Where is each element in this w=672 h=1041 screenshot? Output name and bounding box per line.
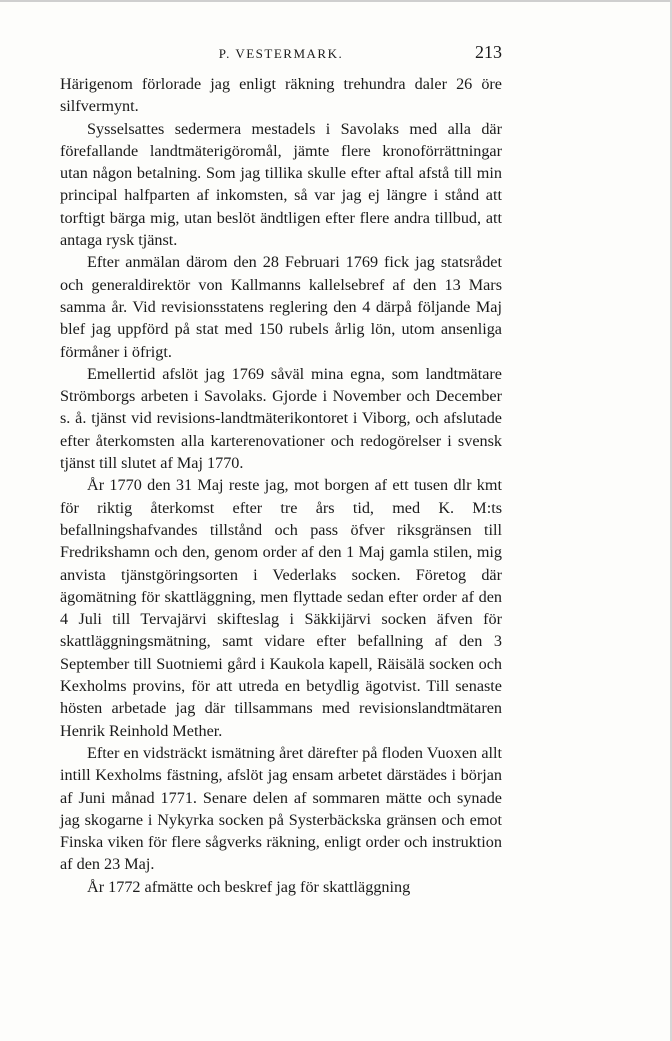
page-number: 213 [475,42,502,62]
running-head: P. VESTERMARK. [218,46,344,61]
page-top-edge [0,0,672,2]
body-text [60,73,502,898]
paragraph: Efter anmälan därom den 28 Februari 1769 fick jag statsrådet och generaldirektör von Kallmanns kallelsebref af den 13 Mars samma år. Vid revisionsstatens reglering den 4 därpå följande Maj blef jag uppförd på stat med 150 rubels årlig lön, utom ansenliga förmåner i öfrigt. [60,253,502,361]
paragraph: År 1772 afmätte och beskref jag för skattläggning [87,877,411,896]
paragraph: Härigenom förlorade jag enligt räkning trehundra daler 26 öre silfvermynt. [60,75,502,116]
paragraph: Emellertid afslöt jag 1769 såväl mina egna, som landtmätare Strömborgs arbeten i Savolaks. Gjorde i November och December s. å. tjänst vid revisions-landtmäterikontoret i Viborg, och afslutade efter återkomsten alla karterenovationer och redogörelser i svensk tjänst till slutet af Maj 1770. [60,364,502,473]
paragraph: Sysselsattes sedermera mestadels i Savolaks med alla där förefallande landtmäterigöromål, jämte flere kronoförrättningar utan någon betalning. Som jag tillika skulle efter aftal afstå till min principal halfparten af inkomsten, så var jag ej längre i stånd att torftigt bärga mig, utan beslöt ändtligen efter flere andra tillbud, att antaga rysk tjänst. [60,119,502,250]
page-header [60,42,502,64]
paragraph: Efter en vidsträckt ismätning året därefter på floden Vuoxen allt intill Kexholms fästning, afslöt jag ensam arbetet därstädes i början af Juni månad 1771. Senare delen af sommaren mätte och synade jag skogarne i Nykyrka socken på Systerbäckska gränsen och emot Finska viken för flere sågverks räkning, enligt order och instruktion af den 23 Maj. [60,743,502,874]
paragraph: År 1770 den 31 Maj reste jag, mot borgen af ett tusen dlr kmt för riktig återkomst efter tre års tid, med K. M:ts befallningshafvandes tillstånd och pass öfver riksgränsen till Fredrikshamn och den, genom order af den 1 Maj gamla stilen, mig anvista tjänstgöringsorten i Vederlaks socken. Företog där ägomätning för skattläggning, men flyttade sedan efter order af den 4 Juli till Tervajärvi skifteslag i Säkkijärvi socken äfven för skattläggningsmätning, samt vidare efter befallning af den 3 September till Suotniemi gård i Kaukola kapell, Räisälä socken och Kexholms provins, för att utreda en betydlig ägotvist. Till senaste hösten arbetade jag där tillsammans med revisionslandtmätaren Henrik Reinhold Mether. [60,476,502,740]
